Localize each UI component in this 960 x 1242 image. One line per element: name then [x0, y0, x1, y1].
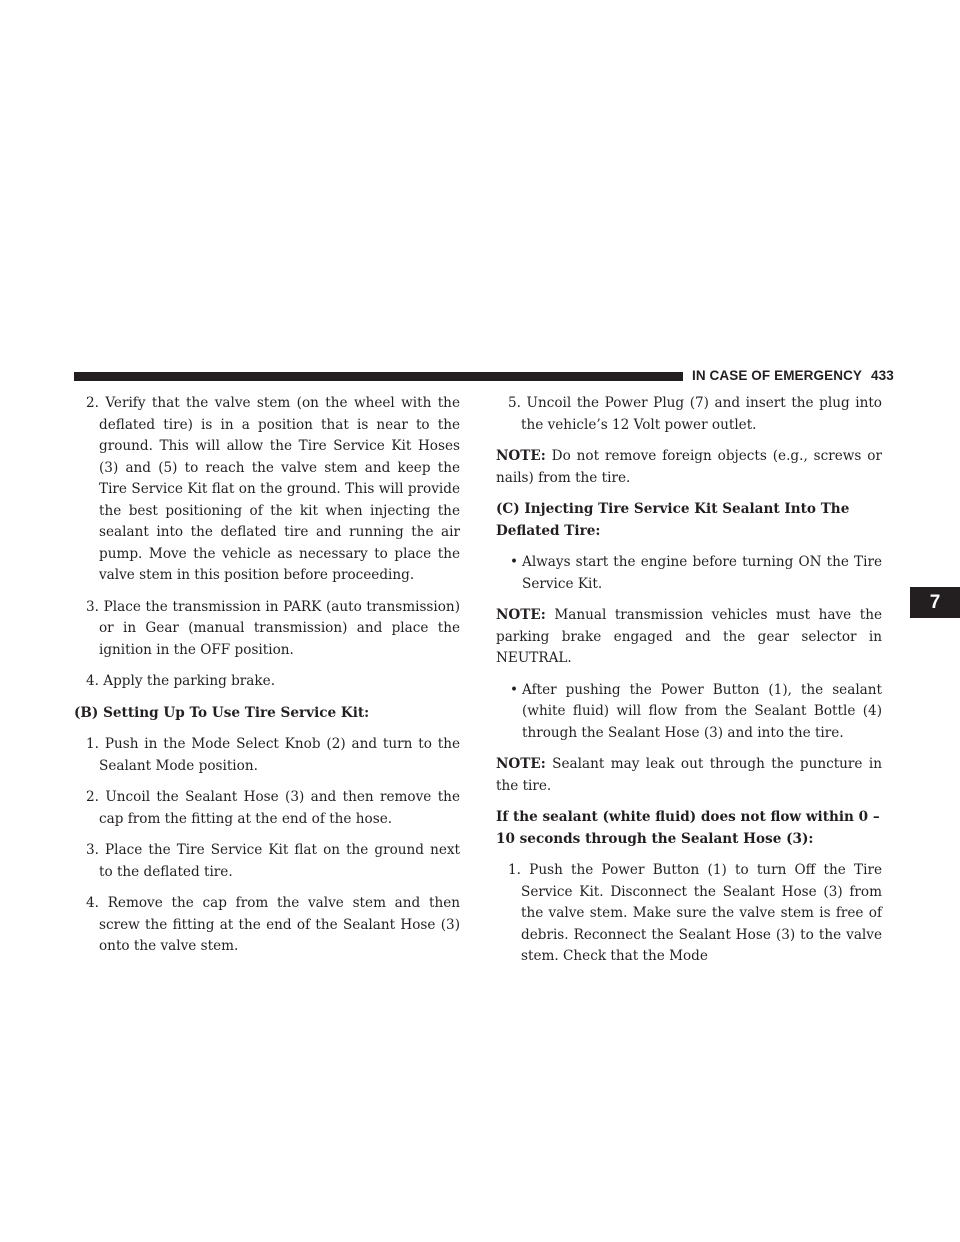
setup-step-4: 4. Remove the cap from the valve stem and then screw the fitting at the end of the Sealant Hose (3) onto the valve stem.: [86, 895, 460, 954]
note-label: NOTE:: [496, 756, 546, 772]
bullet-start-engine: [496, 552, 882, 595]
left-column: [74, 393, 460, 968]
note-manual-transmission: [496, 605, 882, 670]
note-label: NOTE:: [496, 607, 546, 623]
bullet-icon: •: [510, 681, 519, 698]
right-column: [496, 393, 882, 978]
note-sealant-leak: [496, 754, 882, 797]
section-title: IN CASE OF EMERGENCY: [692, 368, 863, 383]
note-text: Do not remove foreign objects (e.g., screws or nails) from the tire.: [496, 448, 882, 486]
bullet-text: Always start the engine before turning ON the Tire Service Kit.: [522, 554, 882, 592]
bullet-power-button: [496, 680, 882, 745]
note-text: Sealant may leak out through the puncture in the tire.: [496, 756, 882, 794]
bullet-icon: •: [510, 554, 519, 570]
step-4: 4. Apply the parking brake.: [86, 673, 276, 689]
step-2: 2. Verify that the valve stem (on the wheel with the deflated tire) is in a position that is near to the ground. This will allow the Tire Service Kit Hoses (3) and (5) to reach the valve stem and keep the Tire Service Kit flat on the ground. This will provide the best positioning of the kit when injecting the sealant into the deflated tire and running the air pump. Move the vehicle as necessary to place the valve stem in this position before proceeding.: [86, 395, 460, 583]
header-rule: [74, 372, 683, 381]
setup-step-5: 5. Uncoil the Power Plug (7) and insert the plug into the vehicle’s 12 Volt power outlet.: [508, 395, 882, 433]
setup-step-3: 3. Place the Tire Service Kit flat on the ground next to the deflated tire.: [86, 842, 460, 880]
heading-injecting: (C) Injecting Tire Service Kit Sealant Into The Deflated Tire:: [496, 501, 850, 539]
heading-setup: (B) Setting Up To Use Tire Service Kit:: [74, 704, 370, 721]
setup-step-1: 1. Push in the Mode Select Knob (2) and turn to the Sealant Mode position.: [86, 736, 460, 774]
heading-no-flow: If the sealant (white fluid) does not flow within 0 – 10 seconds through the Sealant Hose (3):: [496, 809, 880, 847]
note-foreign-objects: [496, 446, 882, 489]
setup-step-2: 2. Uncoil the Sealant Hose (3) and then remove the cap from the fitting at the end of the hose.: [86, 789, 460, 827]
step-3: 3. Place the transmission in PARK (auto transmission) or in Gear (manual transmission) and place the ignition in the OFF position.: [86, 598, 460, 658]
note-label: NOTE:: [496, 448, 546, 464]
note-text: Manual transmission vehicles must have the parking brake engaged and the gear selector in NEUTRAL.: [496, 607, 882, 666]
chapter-tab: 7: [910, 587, 960, 618]
running-header: [692, 368, 894, 383]
no-flow-step-1: 1. Push the Power Button (1) to turn Off the Tire Service Kit. Disconnect the Sealant Hose (3) from the valve stem. Make sure the valve stem is free of debris. Reconnect the Sealant Hose (3) to the valve stem. Check that the Mode: [508, 862, 882, 964]
bullet-text: After pushing the Power Button (1), the sealant (white fluid) will flow from the Sealant Bottle (4) through the Sealant Hose (3) and into the tire.: [522, 681, 882, 741]
page-number: 433: [871, 368, 894, 383]
